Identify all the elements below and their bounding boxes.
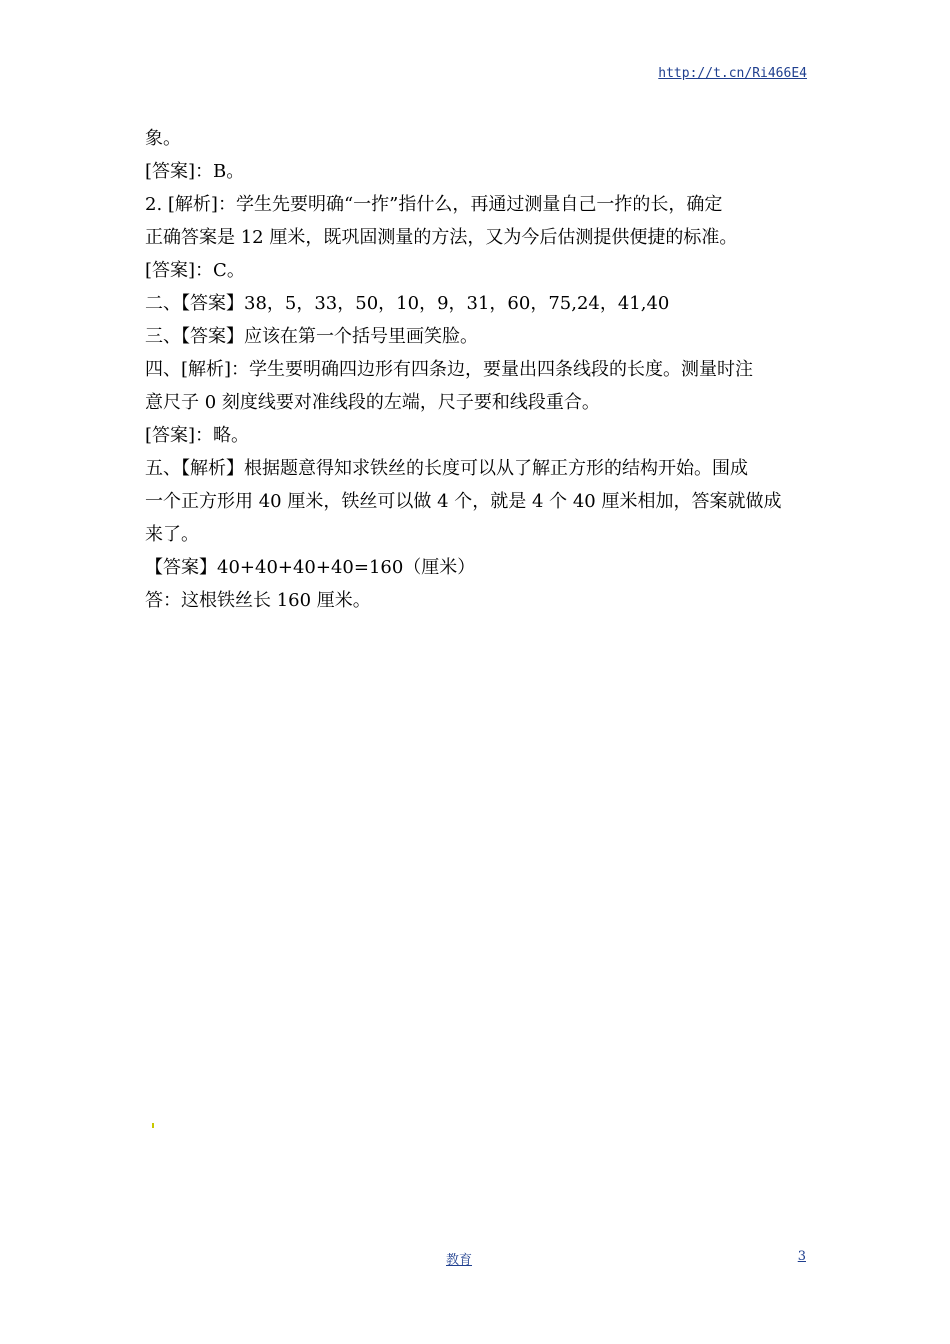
text-line: 意尺子 0 刻度线要对准线段的左端，尺子要和线段重合。 (145, 392, 600, 413)
document-body (145, 122, 805, 617)
header-link[interactable]: http://t.cn/Ri466E4 (658, 66, 807, 81)
text-line: 2. [解析]：学生先要明确“一拃”指什么，再通过测量自己一拃的长，确定 (145, 194, 723, 215)
text-line: 五、【解析】根据题意得知求铁丝的长度可以从了解正方形的结构开始。围成 (145, 458, 748, 479)
text-line: 来了。 (145, 524, 199, 545)
text-line: 【答案】40+40+40+40=160（厘米） (145, 557, 476, 578)
page-number[interactable]: 3 (797, 1249, 806, 1264)
footer-link[interactable]: 教育 (446, 1253, 473, 1268)
text-line: [答案]：B。 (145, 161, 245, 182)
text-line: 正确答案是 12 厘米，既巩固测量的方法，又为今后估测提供便捷的标准。 (145, 227, 738, 248)
text-line: 三、【答案】应该在第一个括号里画笑脸。 (145, 326, 478, 347)
text-line: [答案]：C。 (145, 260, 245, 281)
text-line: 四、[解析]：学生要明确四边形有四条边，要量出四条线段的长度。测量时注 (145, 359, 754, 380)
text-line: [答案]：略。 (145, 425, 250, 446)
text-line: 一个正方形用 40 厘米，铁丝可以做 4 个，就是 4 个 40 厘米相加，答案就做成 (145, 491, 782, 512)
text-line: 答：这根铁丝长 160 厘米。 (145, 590, 371, 611)
decorative-mark (152, 1123, 154, 1128)
text-line: 二、【答案】38，5，33，50，10，9，31，60，75,24，41,40 (145, 293, 670, 314)
text-line: 象。 (145, 128, 181, 149)
